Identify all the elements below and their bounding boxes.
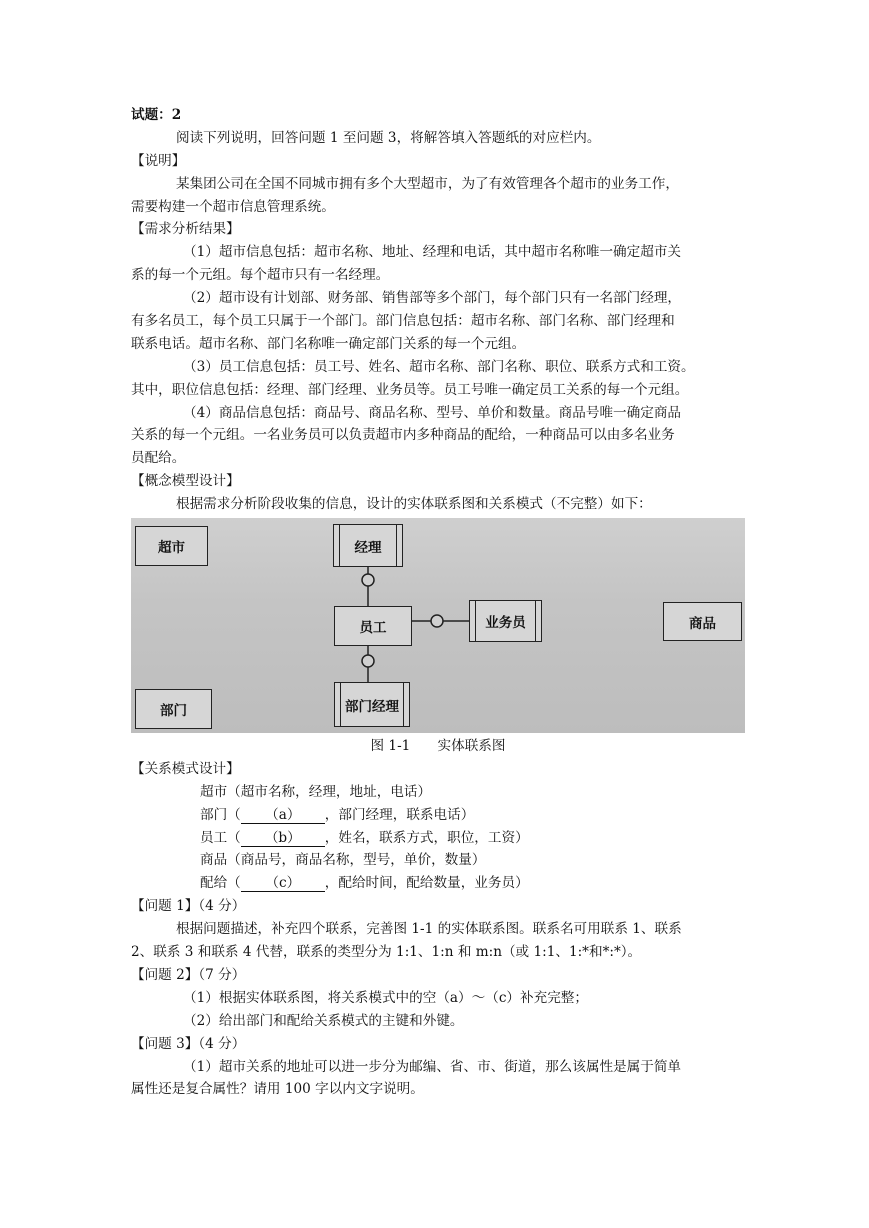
question-1-heading: 【问题 1】（4 分） <box>131 898 246 915</box>
question-2-heading: 【问题 2】（7 分） <box>131 966 246 983</box>
section-concept-model: 【概念模型设计】 <box>131 473 240 490</box>
relation-department <box>131 804 745 827</box>
req-line: （1）超市信息包括：超市名称、地址、经理和电话，其中超市名称唯一确定超市关 <box>183 244 682 261</box>
model-intro: 根据需求分析阶段收集的信息，设计的实体联系图和关系模式（不完整）如下： <box>176 496 652 513</box>
relation-suffix: ，配给时间，配给数量，业务员） <box>324 875 529 892</box>
relation-goods: 商品（商品号，商品名称，型号，单价，数量） <box>200 852 486 869</box>
entity-manager: 经理 <box>333 524 403 567</box>
circle-manager-employee <box>362 574 374 586</box>
req-line: 系的每一个元组。每个超市只有一名经理。 <box>131 267 390 284</box>
question-1-text: 根据问题描述，补充四个联系，完善图 1-1 的实体联系图。联系名可用联系 1、联系 <box>176 921 682 938</box>
entity-salesman: 业务员 <box>469 600 542 642</box>
entity-dept-manager: 部门经理 <box>334 682 410 727</box>
section-relation-design: 【关系模式设计】 <box>131 760 240 777</box>
relation-suffix: ，姓名，联系方式，职位，工资） <box>324 829 529 846</box>
circle-employee-deptmanager <box>362 655 374 667</box>
blank-a: （a） <box>241 807 325 824</box>
question-3-text: 属性还是复合属性？请用 100 字以内文字说明。 <box>131 1081 424 1098</box>
req-line: 联系电话。超市名称、部门名称唯一确定部门关系的每一个元组。 <box>131 335 526 352</box>
relation-supermarket: 超市（超市名称，经理，地址，电话） <box>200 783 432 800</box>
entity-goods: 商品 <box>663 602 742 641</box>
question-2-text: （1）根据实体联系图，将关系模式中的空（a）～（c）补充完整； <box>183 989 588 1006</box>
desc-line: 需要构建一个超市信息管理系统。 <box>131 198 335 215</box>
question-title: 试题：2 <box>131 107 182 123</box>
req-line: （4）商品信息包括：商品号、商品名称、型号、单价和数量。商品号唯一确定商品 <box>183 404 682 421</box>
figure-caption: 图 1-1 实体联系图 <box>370 738 506 755</box>
desc-line: 某集团公司在全国不同城市拥有多个大型超市，为了有效管理各个超市的业务工作， <box>176 175 679 192</box>
entity-employee: 员工 <box>334 606 412 646</box>
relation-suffix: ，部门经理，联系电话） <box>324 806 475 823</box>
question-3-heading: 【问题 3】（4 分） <box>131 1035 246 1052</box>
exam-page <box>131 104 745 1101</box>
er-connectors <box>131 518 745 733</box>
req-line: （2）超市设有计划部、财务部、销售部等多个部门，每个部门只有一名部门经理， <box>183 290 682 307</box>
circle-employee-salesman <box>431 615 443 627</box>
blank-c: （c） <box>241 875 325 892</box>
relation-prefix: 部门（ <box>200 806 241 823</box>
intro-text: 阅读下列说明，回答问题 1 至问题 3，将解答填入答题纸的对应栏内。 <box>176 129 601 146</box>
req-line: 有多名员工，每个员工只属于一个部门。部门信息包括：超市名称、部门名称、部门经理和 <box>131 313 675 330</box>
relation-prefix: 配给（ <box>200 875 241 892</box>
question-2-text: （2）给出部门和配给关系模式的主键和外键。 <box>183 1012 464 1029</box>
req-line: 员配给。 <box>131 450 186 467</box>
req-line: （3）员工信息包括：员工号、姓名、超市名称、部门名称、职位、联系方式和工资。 <box>183 358 695 375</box>
section-requirements: 【需求分析结果】 <box>131 221 240 238</box>
section-description: 【说明】 <box>131 152 186 169</box>
req-line: 关系的每一个元组。一名业务员可以负责超市内多种商品的配给，一种商品可以由多名业务 <box>131 427 675 444</box>
relation-employee <box>131 827 745 850</box>
entity-supermarket: 超市 <box>135 526 208 566</box>
req-line: 其中，职位信息包括：经理、部门经理、业务员等。员工号唯一确定员工关系的每一个元组。 <box>131 381 689 398</box>
entity-department: 部门 <box>135 689 212 729</box>
question-3-text: （1）超市关系的地址可以进一步分为邮编、省、市、街道，那么该属性是属于简单 <box>183 1058 682 1075</box>
question-1-text: 2、联系 3 和联系 4 代替，联系的类型分为 1:1、1:n 和 m:n（或 1:1、1:*和*:*）。 <box>131 944 642 961</box>
blank-b: （b） <box>241 830 325 847</box>
relation-prefix: 员工（ <box>200 829 241 846</box>
er-diagram <box>131 518 745 733</box>
relation-supply <box>131 872 745 895</box>
